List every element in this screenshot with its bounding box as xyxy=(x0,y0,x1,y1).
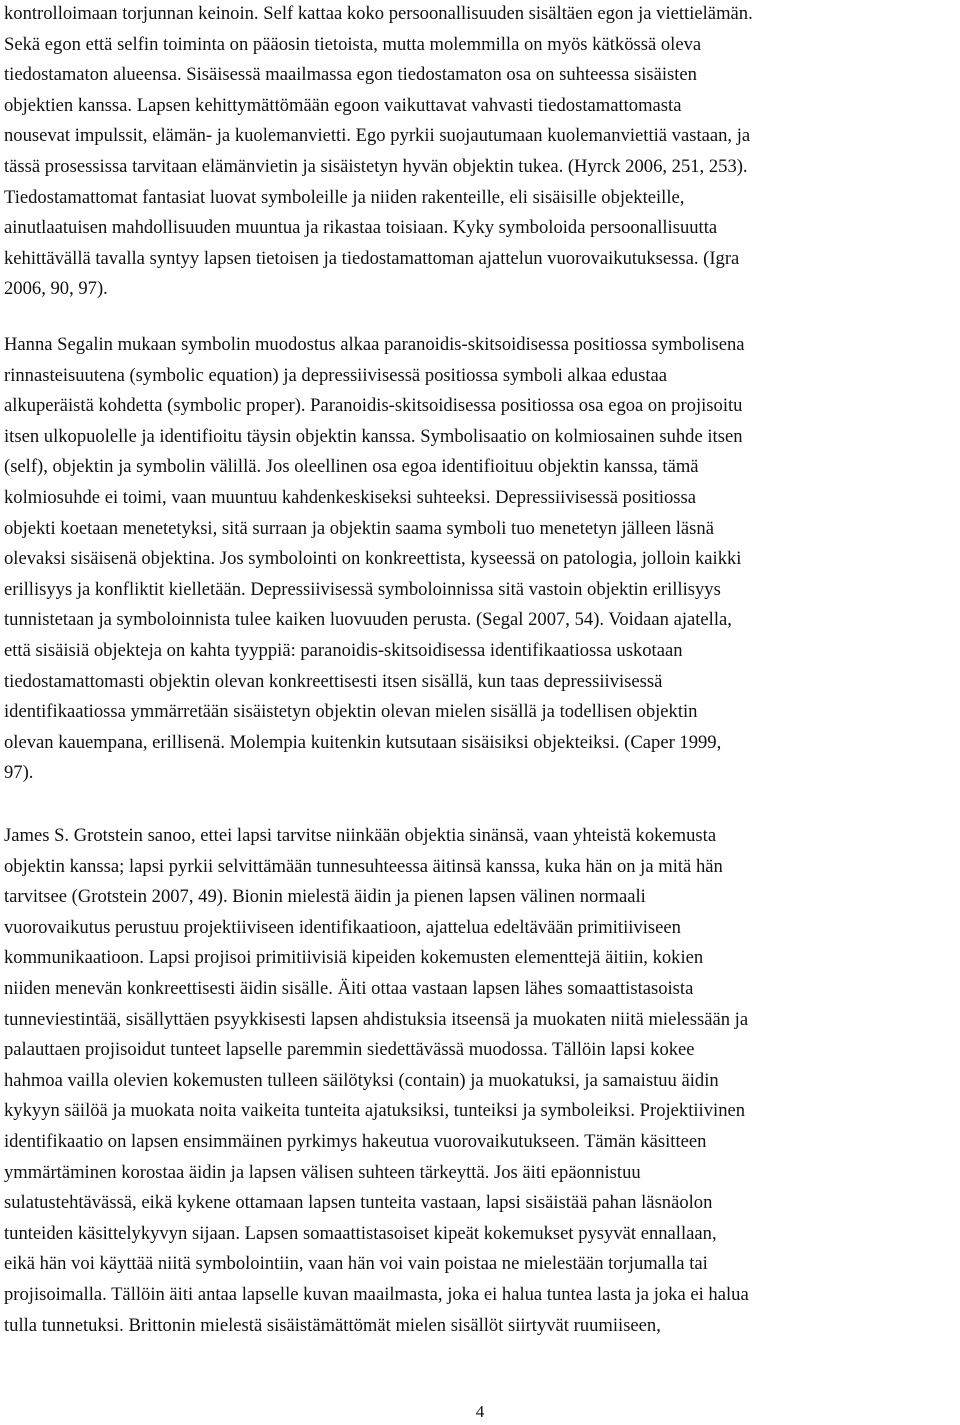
text-line: tässä prosessissa tarvitaan elämänvietin ja sisäistetyn hyvän objektin tukea. (Hyrck 2006, 251, 253). xyxy=(4,155,748,177)
text-line: kolmiosuhde ei toimi, vaan muuntuu kahdenkeskiseksi suhteeksi. Depressiivisessä positiossa xyxy=(4,486,697,508)
text-line: itsen ulkopuolelle ja identifioitu täysin objektin kanssa. Symbolisaatio on kolmiosainen suhde itsen xyxy=(4,425,743,447)
text-line: ainutlaatuisen mahdollisuuden muuntua ja rikastaa toisiaan. Kyky symboloida persoonallisuutta xyxy=(4,217,718,239)
text-line: Sekä egon että selfin toiminta on pääosin tietoista, mutta molemmilla on myös kätkössä oleva xyxy=(4,33,702,55)
paragraph-3 xyxy=(4,821,956,1341)
text-line: 97). xyxy=(4,762,34,784)
text-line: vuorovaikutus perustuu projektiiviseen identifikaatioon, ajattelua edeltävään primitiiviseen xyxy=(4,916,681,938)
text-line: nousevat impulssit, elämän- ja kuolemanvietti. Ego pyrkii suojautumaan kuolemanviettiä vastaan, ja xyxy=(4,125,751,147)
text-line: alkuperäistä kohdetta (symbolic proper). Paranoidis-skitsoidisessa positiossa osa egoa on projisoitu xyxy=(4,395,743,417)
text-line: tiedostamaton alueensa. Sisäisessä maailmassa egon tiedostamaton osa on suhteessa sisäisten xyxy=(4,64,697,86)
text-line: objektin kanssa; lapsi pyrkii selvittämään tunnesuhteessa äitinsä kanssa, kuka hän on ja mitä hän xyxy=(4,855,723,877)
text-line: kehittävällä tavalla syntyy lapsen tietoisen ja tiedostamattoman ajattelun vuorovaikutuksessa. (Igra xyxy=(4,247,740,269)
text-line: olevaksi sisäisenä objektina. Jos symbolointi on konkreettista, kyseessä on patologia, jolloin kaikki xyxy=(4,548,742,570)
text-line: että sisäisiä objekteja on kahta tyyppiä: paranoidis-skitsoidisessa identifikaatiossa uskotaan xyxy=(4,639,683,661)
text-line: tiedostamattomasti objektin olevan konkreettisesti itsen sisällä, kun taas depressiivisessä xyxy=(4,670,663,692)
text-line: identifikaatiossa ymmärretään sisäistetyn objektin olevan mielen sisällä ja todellisen objektin xyxy=(4,701,698,723)
paragraph-1 xyxy=(4,0,956,305)
text-line: hahmoa vailla olevien kokemusten tulleen säilötyksi (contain) ja muokatuksi, ja samaistuu äidin xyxy=(4,1069,719,1091)
text-line: tunteiden käsittelykyvyn sijaan. Lapsen somaattistasoiset kipeät kokemukset pysyvät ennallaan, xyxy=(4,1222,717,1244)
text-line: tulla tunnetuksi. Brittonin mielestä sisäistämättömät mielen sisällöt siirtyvät ruumiiseen, xyxy=(4,1314,661,1336)
text-line: (self), objektin ja symbolin välillä. Jos oleellinen osa egoa identifioituu objektin kanssa, tämä xyxy=(4,456,699,478)
text-line: Tiedostamattomat fantasiat luovat symboleille ja niiden rakenteille, eli sisäisille objekteille, xyxy=(4,186,685,208)
text-line: ymmärtäminen korostaa äidin ja lapsen välisen suhteen tärkeyttä. Jos äiti epäonnistuu xyxy=(4,1161,641,1183)
text-line: olevan kauempana, erillisenä. Molempia kuitenkin kutsutaan sisäisiksi objekteiksi. (Caper 1999, xyxy=(4,731,722,753)
text-line: Hanna Segalin mukaan symbolin muodostus alkaa paranoidis-skitsoidisessa positiossa symbolisena xyxy=(4,334,745,355)
text-line: rinnasteisuutena (symbolic equation) ja depressiivisessä positiossa symboli alkaa edustaa xyxy=(4,364,668,386)
text-line: erillisyys ja konfliktit kielletään. Depressiivisessä symboloinnissa sitä vastoin objektin erillisyys xyxy=(4,578,721,600)
text-line: kommunikaatioon. Lapsi projisoi primitiivisiä kipeiden kokemusten elementtejä äitiin, kokien xyxy=(4,947,704,969)
text-line: objektien kanssa. Lapsen kehittymättömään egoon vaikuttavat vahvasti tiedostamattomasta xyxy=(4,94,682,116)
text-line: tarvitsee (Grotstein 2007, 49). Bionin mielestä äidin ja pienen lapsen välinen normaali xyxy=(4,886,646,908)
text-line: 2006, 90, 97). xyxy=(4,278,108,300)
paragraph-2 xyxy=(4,330,956,789)
text-line: tunnistetaan ja symboloinnista tulee kaiken luovuuden perusta. (Segal 2007, 54). Voidaan ajatella, xyxy=(4,609,732,631)
text-line: palauttaen projisoidut tunteet lapselle paremmin siedettävässä muodossa. Tällöin lapsi kokee xyxy=(4,1039,695,1061)
text-line: tunneviestintää, sisällyttäen psyykkisesti lapsen ahdistuksia itseensä ja muokaten niitä mielessään ja xyxy=(4,1008,749,1030)
text-line: kontrolloimaan torjunnan keinoin. Self kattaa koko persoonallisuuden sisältäen egon ja viettielämän. xyxy=(4,3,753,24)
page-number: 4 xyxy=(475,1402,485,1421)
text-line: sulatustehtävässä, eikä kykene ottamaan lapsen tunteita vastaan, lapsi sisäistää pahan läsnäolon xyxy=(4,1192,713,1214)
text-line: projisoimalla. Tällöin äiti antaa lapselle kuvan maailmasta, joka ei halua tuntea lasta ja joka ei halua xyxy=(4,1283,749,1305)
text-line: niiden menevän konkreettisesti äidin sisälle. Äiti ottaa vastaan lapsen lähes somaattistasoista xyxy=(4,977,694,999)
text-line: kykyyn säilöä ja muokata noita vaikeita tunteita ajatuksiksi, tunteiksi ja symboleiksi. Projektiivinen xyxy=(4,1100,746,1122)
text-line: eikä hän voi käyttää niitä symbolointiin, vaan hän voi vain poistaa ne mielestään torjumalla tai xyxy=(4,1253,708,1275)
text-line: identifikaatio on lapsen ensimmäinen pyrkimys hakeutua vuorovaikutukseen. Tämän käsitteen xyxy=(4,1130,707,1152)
text-line: objekti koetaan menetetyksi, sitä surraan ja objektin saama symboli tuo menetetyn jälleen läsnä xyxy=(4,517,714,539)
text-line: James S. Grotstein sanoo, ettei lapsi tarvitse niinkään objektia sinänsä, vaan yhteistä kokemusta xyxy=(4,825,717,846)
